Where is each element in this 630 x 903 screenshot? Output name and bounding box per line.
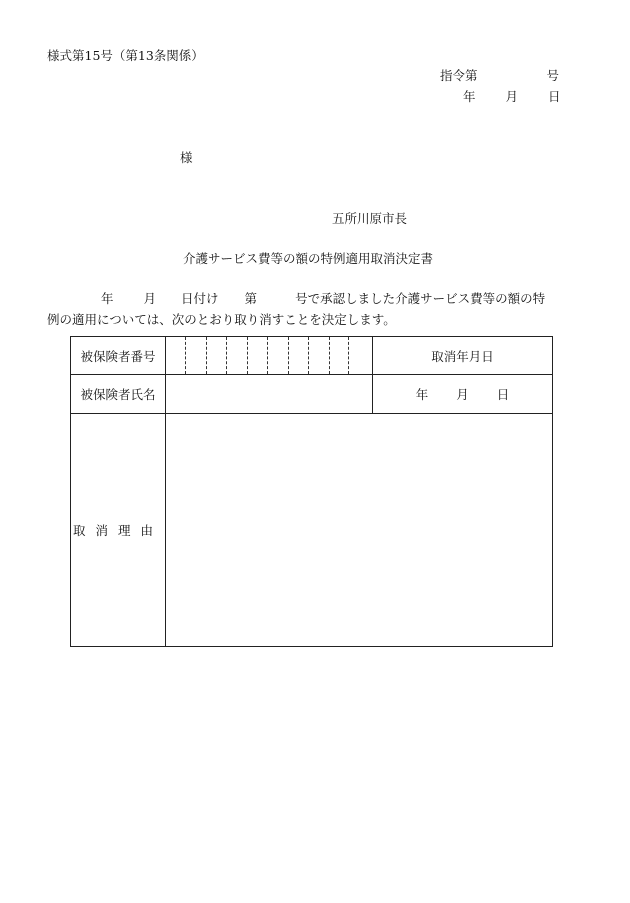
row-insured-name: [71, 375, 553, 414]
cancel-reason-field[interactable]: [166, 414, 553, 647]
insured-number-label: 被保険者番号: [71, 337, 166, 375]
issue-year: 年: [463, 89, 476, 104]
cancel-month: 月: [456, 387, 469, 402]
digit-box[interactable]: [185, 337, 206, 374]
row-insured-number: [71, 337, 553, 375]
insured-number-digit-boxes: [166, 337, 372, 374]
directive-prefix: 指令第: [440, 68, 478, 83]
cancel-year: 年: [415, 387, 429, 402]
form-reference: 様式第15号（第13条関係）: [47, 48, 204, 63]
issuer-name: 五所川原市長: [332, 211, 408, 226]
body-rest: 号で承認しました介護サービス費等の額の特: [295, 291, 546, 306]
document-title: 介護サービス費等の額の特例適用取消決定書: [183, 251, 434, 266]
directive-number-line: [440, 70, 559, 83]
digit-box[interactable]: [288, 337, 309, 374]
digit-box[interactable]: [247, 337, 268, 374]
cancel-day: 日: [496, 387, 510, 402]
insured-name-field[interactable]: [166, 375, 373, 414]
digit-box[interactable]: [329, 337, 350, 374]
body-date-suffix: 日付け: [181, 291, 219, 306]
cancel-reason-label: 取消理由: [71, 414, 166, 647]
body-line-2: 例の適用については、次のとおり取り消すことを決定します。: [47, 312, 396, 327]
body-dai: 第: [244, 291, 258, 306]
cancel-date-field[interactable]: [373, 375, 553, 414]
row-reason: [71, 414, 553, 647]
directive-suffix: 号: [546, 68, 560, 83]
digit-box[interactable]: [308, 337, 329, 374]
recipient-honorific: 様: [180, 150, 193, 165]
insured-name-label: 被保険者氏名: [71, 375, 166, 414]
cancellation-form-table: [70, 336, 553, 647]
issue-day: 日: [548, 89, 561, 104]
issue-month: 月: [505, 89, 519, 104]
digit-box[interactable]: [206, 337, 227, 374]
body-month: 月: [143, 291, 157, 306]
body-year: 年: [101, 291, 114, 306]
digit-box[interactable]: [267, 337, 288, 374]
digit-box[interactable]: [226, 337, 247, 374]
body-line-1: [101, 293, 545, 306]
cancel-date-label: 取消年月日: [373, 337, 553, 375]
insured-number-field[interactable]: [166, 337, 373, 375]
issue-date-line: [463, 91, 561, 104]
